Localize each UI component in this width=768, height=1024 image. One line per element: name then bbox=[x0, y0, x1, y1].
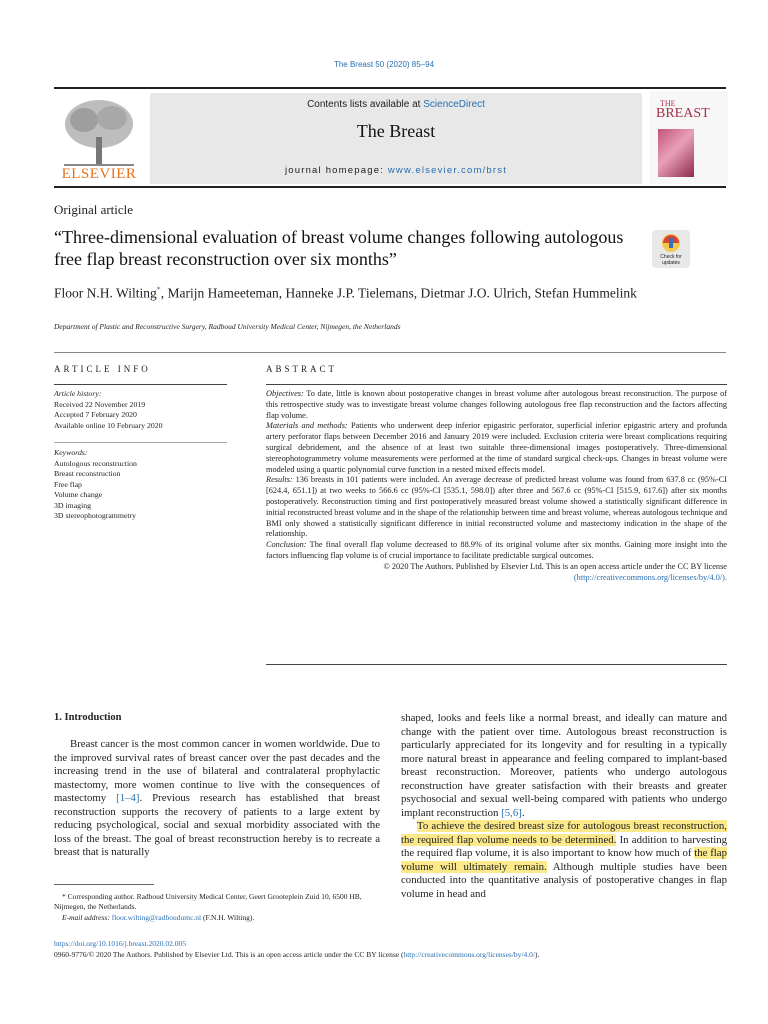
journal-title: The Breast bbox=[356, 121, 436, 141]
cover-the: THE bbox=[660, 99, 676, 108]
intro-paragraph-2 bbox=[401, 712, 727, 820]
abstract-heading: ABSTRACT bbox=[266, 364, 338, 374]
publisher-name: ELSEVIER bbox=[61, 166, 137, 182]
journal-homepage bbox=[150, 165, 642, 176]
header-top-rule bbox=[54, 87, 726, 89]
abstract-rule bbox=[266, 384, 727, 385]
contents-line bbox=[150, 99, 642, 110]
issn-text: 0960-9776/© 2020 The Authors. Published by Elsevier Ltd. This is an open access article under the CC BY license ( bbox=[54, 950, 404, 959]
journal-cover[interactable] bbox=[650, 91, 728, 184]
author-rest: , Marijn Hameeteman, Hanneke J.P. Tielemans, Dietmar J.O. Ulrich, Stefan Hummelink bbox=[160, 285, 637, 301]
keyword: 3D stereophotogrammetry bbox=[54, 511, 137, 520]
corresponding-mark[interactable]: * bbox=[156, 285, 161, 294]
article-info-heading: ARTICLE INFO bbox=[54, 364, 151, 374]
p3-text-cont: Although multiple studies have been conducted into the quantitative analysis of postoperative changes in flap volume in head and bbox=[401, 860, 727, 900]
footnote-rule bbox=[54, 884, 154, 885]
email-link[interactable]: floor.wilting@radboudumc.nl bbox=[111, 913, 202, 922]
keyword: Free flap bbox=[54, 479, 82, 489]
p3-text: In addition to harvesting the required flap volume, it is also important to know how much of bbox=[401, 833, 727, 859]
abstract-methods bbox=[266, 421, 727, 475]
keyword: 3D imaging bbox=[54, 500, 92, 510]
cover-artwork bbox=[658, 129, 694, 177]
issn-suffix: ). bbox=[534, 950, 540, 959]
bottom-license-link[interactable]: http://creativecommons.org/licenses/by/4.0/ bbox=[403, 950, 535, 959]
methods-text: Patients who underwent deep inferior epigastric perforator, superficial inferior epigastric artery and profunda artery perforator flaps between December 2016 and January 2019 were included. Exclusion criteria were breast complications requiring surgical debridement, and the absence of at least two suitable three-dimensional images postoperatively. Three-dimensional stereophotogrammetry volume measurements were performed at the time of standard surgical check-ups. Changes in breast volume were modeled using a quartic polynomial curve function in a nested mixed effects model. bbox=[266, 421, 727, 474]
p2-text: shaped, looks and feels like a normal breast, and ideally can mature and change with the patient over time. Autologous breast reconstruction is particularly appreciated for its longevity and for resulting in a typically more natural breast in appearance and feeling compared to implant-based breast reconstruction. Moreover, patients who undergo autologous reconstruction have greater satisfaction with their breasts and greater psychosocial and sexual well-being compared with patients who undergo implant reconstruction bbox=[401, 712, 727, 819]
intro-paragraph-3 bbox=[401, 820, 727, 901]
sciencedirect-link[interactable]: ScienceDirect bbox=[423, 99, 485, 110]
keywords-rule bbox=[54, 442, 227, 443]
article-info-rule bbox=[54, 384, 227, 385]
doi-link[interactable]: https://doi.org/10.1016/j.breast.2020.02.005 bbox=[54, 939, 186, 948]
results-label: Results: bbox=[266, 475, 293, 485]
homepage-prefix: journal homepage: bbox=[284, 165, 388, 176]
abstract-copyright bbox=[266, 562, 727, 584]
license-link[interactable]: (http://creativecommons.org/licenses/by/4.0/). bbox=[573, 572, 727, 582]
accepted-date: Accepted 7 February 2020 bbox=[54, 410, 137, 419]
objectives-text: To date, little is known about postoperative changes in breast volume after autologous breast reconstruction. The purpose of this retrospective study was to investigate breast volume changes following autologous free flap reconstruction and the factors affecting flap volume. bbox=[266, 389, 727, 420]
objectives-label: Objectives: bbox=[266, 389, 304, 398]
abstract-body bbox=[266, 389, 727, 583]
corresponding-footnote: * Corresponding author. Radboud University Medical Center, Geert Grooteplein Zuid 10, 6500 HB, Nijmegen, the Netherlands. bbox=[54, 892, 362, 911]
abstract-conclusion bbox=[266, 540, 727, 562]
article-history bbox=[54, 389, 229, 431]
abstract-results bbox=[266, 475, 727, 540]
check-updates-label: Check for updates bbox=[660, 254, 682, 266]
keywords-label: Keywords: bbox=[54, 448, 88, 457]
homepage-link[interactable]: www.elsevier.com/brst bbox=[387, 165, 508, 176]
results-text: 136 breasts in 101 patients were included. An average decrease of predicted breast volume was found from 637.8 cc (95%-CI [624.4, 651.1]) at two weeks to 566.6 cc (95%-CI [535.1, 598.0]) after three and 567.6 cc (95%-CI [515.9, 617.6]) after six months postoperatively. Reconstruction timing and first postoperatively measured breast volume showed a statistically significant difference in initial reconstructed breast volume and in the shape of the relationship between time and breast volume, whereas autologous technique and BMI only showed a statistically significant difference in initial reconstructed volume and mastectomy indication in the shape of the relationship. bbox=[266, 475, 727, 539]
section-divider bbox=[54, 352, 726, 353]
check-for-updates-button[interactable] bbox=[652, 230, 690, 268]
article-type: Original article bbox=[54, 202, 134, 217]
journal-citation[interactable]: The Breast 50 (2020) 85–94 bbox=[333, 60, 435, 69]
author-list bbox=[54, 281, 654, 302]
intro-heading: 1. Introduction bbox=[54, 712, 122, 723]
conclusion-label: Conclusion: bbox=[266, 540, 307, 550]
email-footnote bbox=[62, 913, 380, 923]
header-bottom-rule bbox=[54, 186, 726, 188]
highlighted-text[interactable]: To achieve the desired breast size for autologous breast reconstruction, the required flap volume needs to be determined. bbox=[401, 820, 727, 846]
keyword: Breast reconstruction bbox=[54, 469, 121, 478]
intro-paragraph-1 bbox=[54, 738, 380, 860]
article-title: “Three-dimensional evaluation of breast volume changes following autologous free flap breast reconstruction over six months” bbox=[54, 227, 624, 269]
p2-text-cont: . bbox=[521, 806, 525, 819]
conclusion-text: The final overall flap volume decreased to 88.9% of its original volume after six months. Gaining more insight into the factors influencing flap volume is of crucial importance to facilitate predictable surgical outcomes. bbox=[266, 540, 727, 560]
keyword: Autologous reconstruction bbox=[54, 458, 137, 468]
journal-banner bbox=[150, 93, 642, 184]
methods-label: Materials and methods: bbox=[266, 421, 348, 431]
received-date: Received 22 November 2019 bbox=[54, 399, 146, 409]
elsevier-logo[interactable] bbox=[54, 92, 144, 184]
author-first[interactable]: Floor N.H. Wilting bbox=[54, 285, 157, 301]
issn-line bbox=[54, 950, 726, 960]
keywords bbox=[54, 448, 229, 522]
online-date: Available online 10 February 2020 bbox=[54, 420, 163, 430]
contents-prefix: Contents lists available at bbox=[307, 99, 424, 110]
crossmark-icon bbox=[652, 230, 690, 256]
affiliation: Department of Plastic and Reconstructive Surgery, Radboud University Medical Center, Nijmegen, the Netherlands bbox=[54, 322, 401, 331]
history-label: Article history: bbox=[54, 389, 102, 398]
reference-link[interactable]: [1–4] bbox=[116, 792, 140, 804]
highlighted-text[interactable]: the flap volume will ultimately remain. bbox=[401, 847, 727, 873]
reference-link[interactable]: [5,6] bbox=[501, 806, 522, 819]
keyword: Volume change bbox=[54, 490, 103, 499]
intro-column-left bbox=[54, 738, 380, 860]
p1-text: Breast cancer is the most common cancer in women worldwide. Due to the improved survival rates of breast cancer over the past decades and the increasing trend in the use of bilateral and contralateral prophylactic mastectomy, more women continue to live with the consequences of mastectomy bbox=[54, 738, 380, 804]
intro-column-right bbox=[401, 712, 727, 901]
copyright-text: © 2020 The Authors. Published by Elsevier Ltd. This is an open access article under the CC BY license bbox=[383, 561, 727, 571]
abstract-objectives bbox=[266, 389, 727, 421]
p1-text-cont: . Previous research has established that breast reconstruction supports the recovery of patients to a large extent by reducing psychological, social and sexual morbidity associated with the loss of the breast. The goal of breast reconstruction hereby is to recreate a breast that is naturally bbox=[54, 792, 380, 858]
abstract-bottom-rule bbox=[266, 664, 727, 665]
email-label: E-mail address: bbox=[62, 913, 112, 922]
cover-breast: BREAST bbox=[656, 106, 710, 121]
email-suffix: (F.N.H. Wilting). bbox=[201, 913, 255, 922]
